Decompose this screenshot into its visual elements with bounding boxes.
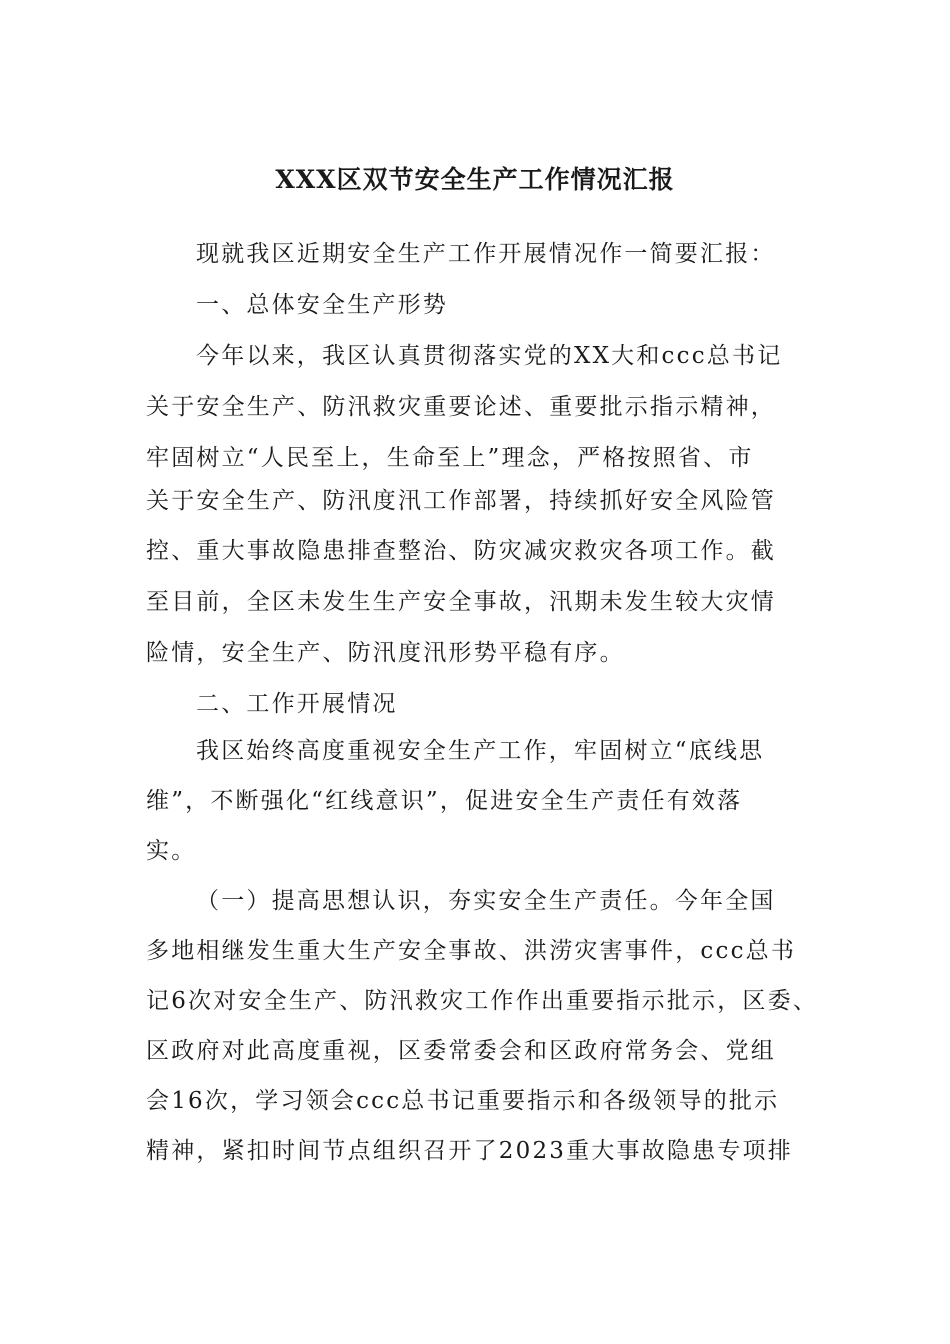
text-line: 多地相继发生重大生产安全事故、洪涝灾害事件，ccc总书 xyxy=(146,938,797,964)
text-line: 今年以来，我区认真贯彻落实党的XX大和ccc总书记 xyxy=(196,343,783,369)
text-line: 会16次，学习领会ccc总书记重要指示和各级领导的批示 xyxy=(146,1088,780,1114)
text-line: 区政府对此高度重视，区委常委会和区政府常务会、党组 xyxy=(146,1038,776,1064)
text-line: 关于安全生产、防汛度汛工作部署，持续抓好安全风险管 xyxy=(146,488,776,514)
text-line: 控、重大事故隐患排查整治、防灾减灾救灾各项工作。截 xyxy=(146,538,776,564)
text-line: 我区始终高度重视安全生产工作，牢固树立“底线思 xyxy=(196,738,765,764)
subsection-heading-1: （一）提高思想认识，夯实安全生产责任。今年全国 xyxy=(196,888,776,914)
section-heading-1: 一、总体安全生产形势 xyxy=(196,292,448,318)
text-line: 精神，紧扣时间节点组织召开了2023重大事故隐患专项排 xyxy=(146,1138,793,1164)
document-title: XXX区双节安全生产工作情况汇报 xyxy=(275,165,675,194)
text-line: 险情，安全生产、防汛度汛形势平稳有序。 xyxy=(146,640,625,666)
text-line: 关于安全生产、防汛救灾重要论述、重要批示指示精神， xyxy=(146,394,776,420)
section-heading-2: 二、工作开展情况 xyxy=(196,691,398,717)
text-line: 记6次对安全生产、防汛救灾工作作出重要指示批示，区委、 xyxy=(146,988,819,1014)
text-line-intro: 现就我区近期安全生产工作开展情况作一简要汇报： xyxy=(196,241,776,267)
text-line: 至目前，全区未发生生产安全事故，汛期未发生较大灾情 xyxy=(146,589,776,615)
text-line: 牢固树立“人民至上，生命至上”理念，严格按照省、市 xyxy=(146,445,754,471)
text-line: 维”，不断强化“红线意识”，促进安全生产责任有效落 xyxy=(146,788,743,814)
text-line: 实。 xyxy=(146,838,197,864)
